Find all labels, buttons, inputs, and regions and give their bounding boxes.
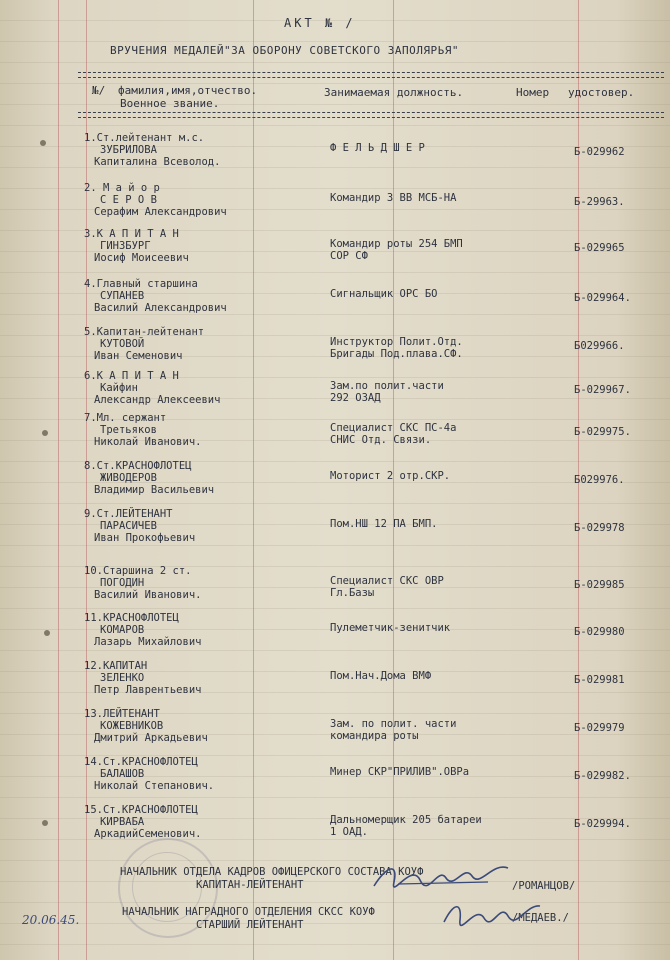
awardee-position: Минер СКР"ПРИЛИВ".ОВРа <box>330 766 470 778</box>
awardee-surname: КУТОВОЙ <box>100 338 145 350</box>
awardee-surname: КОМАРОВ <box>100 624 145 636</box>
binding-hole <box>40 140 46 146</box>
awardee-position: Зам.по полит.части <box>330 380 444 392</box>
awardee-position: Сигнальщик ОРС БО <box>330 288 438 300</box>
certificate-number: Б-029981 <box>574 674 625 686</box>
awardee-position: СОР СФ <box>330 250 368 262</box>
awardee-given-names: Петр Лаврентьевич <box>94 684 202 696</box>
signatory-2-name: /МЕДАЕВ./ <box>512 912 569 924</box>
awardee-position: Зам. по полит. части <box>330 718 457 730</box>
awardee-rank: 4.Главный старшина <box>84 278 198 290</box>
col-num: №/ <box>92 84 106 97</box>
awardee-position: Специалист СКС ОВР <box>330 575 444 587</box>
awardee-given-names: Иосиф Моисеевич <box>94 252 189 264</box>
awardee-rank: 3.К А П И Т А Н <box>84 228 179 240</box>
awardee-position: 292 ОЗАД <box>330 392 381 404</box>
signature-medaev <box>440 896 550 932</box>
awardee-surname: Третьяков <box>100 424 157 436</box>
awardee-rank: 6.К А П И Т А Н <box>84 370 179 382</box>
signatory-2-title: НАЧАЛЬНИК НАГРАДНОГО ОТДЕЛЕНИЯ СКСС КОУФ <box>122 906 375 918</box>
certificate-number: Б-029985 <box>574 579 625 591</box>
signatory-1-title: НАЧАЛЬНИК ОТДЕЛА КАДРОВ ОФИЦЕРСКОГО СОСТАВА КОУФ <box>120 866 424 878</box>
binding-hole <box>42 430 48 436</box>
awardee-given-names: АркадийСеменович. <box>94 828 202 840</box>
document-subtitle: ВРУЧЕНИЯ МЕДАЛЕЙ"ЗА ОБОРОНУ СОВЕТСКОГО ЗАПОЛЯРЬЯ" <box>110 44 460 57</box>
awardee-given-names: Капиталина Всеволод. <box>94 156 221 168</box>
awardee-rank: 15.Ст.КРАСНОФЛОТЕЦ <box>84 804 198 816</box>
document-title: АКТ № / <box>284 16 356 30</box>
awardee-rank: 11.КРАСНОФЛОТЕЦ <box>84 612 179 624</box>
awardee-surname: ЗУБРИЛОВА <box>100 144 157 156</box>
col-name: фамилия,имя,отчество. <box>118 84 258 97</box>
signatory-2-rank: СТАРШИЙ ЛЕЙТЕНАНТ <box>196 919 304 931</box>
certificate-number: Б029976. <box>574 474 625 486</box>
awardee-position: 1 ОАД. <box>330 826 368 838</box>
signature-romantsov <box>368 856 518 896</box>
awardee-rank: 9.Ст.ЛЕЙТЕНАНТ <box>84 508 173 520</box>
awardee-rank: 2. М а й о р <box>84 182 160 194</box>
signatory-1-rank: КАПИТАН-ЛЕЙТЕНАНТ <box>196 879 304 891</box>
awardee-position: СНИС Отд. Связи. <box>330 434 432 446</box>
awardee-position: Бригады Под.плава.СФ. <box>330 348 463 360</box>
awardee-given-names: Николай Иванович. <box>94 436 202 448</box>
certificate-number: Б029966. <box>574 340 625 352</box>
certificate-number: Б-029965 <box>574 242 625 254</box>
certificate-number: Б-29963. <box>574 196 625 208</box>
awardee-given-names: Василий Александрович <box>94 302 227 314</box>
col-cert: удостовер. <box>568 86 635 99</box>
certificate-number: Б-029964. <box>574 292 631 304</box>
awardee-rank: 12.КАПИТАН <box>84 660 148 672</box>
awardee-rank: 13.ЛЕЙТЕНАНТ <box>84 708 160 720</box>
awardee-surname: ПОГОДИН <box>100 577 145 589</box>
awardee-surname: СУПАНЕВ <box>100 290 145 302</box>
awardee-position: Пулеметчик-зенитчик <box>330 622 451 634</box>
certificate-number: Б-029975. <box>574 426 631 438</box>
awardee-surname: КОЖЕВНИКОВ <box>100 720 164 732</box>
awardee-position: Пом.НШ 12 ПА БМП. <box>330 518 438 530</box>
col-number: Номер <box>516 86 550 99</box>
awardee-position: Гл.Базы <box>330 587 375 599</box>
awardee-position: Командир 3 ВВ МСБ-НА <box>330 192 457 204</box>
awardee-surname: ПАРАСИЧЕВ <box>100 520 157 532</box>
awardee-surname: ЖИВОДЕРОВ <box>100 472 157 484</box>
awardee-given-names: Лазарь Михайлович <box>94 636 202 648</box>
awardee-rank: 8.Ст.КРАСНОФЛОТЕЦ <box>84 460 192 472</box>
awardee-position: Пом.Нач.Дома ВМФ <box>330 670 432 682</box>
awardee-rank: 5.Капитан-лейтенант <box>84 326 205 338</box>
awardee-position: Инструктор Полит.Отд. <box>330 336 463 348</box>
header-rule-top <box>78 72 664 78</box>
awardee-rank: 1.Ст.лейтенант м.с. <box>84 132 205 144</box>
binding-hole <box>44 630 50 636</box>
awardee-given-names: Василий Иванович. <box>94 589 202 601</box>
awardee-position: Дальномерщик 205 батареи <box>330 814 482 826</box>
ruling-line <box>253 0 254 960</box>
awardee-given-names: Владимир Васильевич <box>94 484 215 496</box>
awardee-surname: КИРВАБА <box>100 816 145 828</box>
certificate-number: Б-029962 <box>574 146 625 158</box>
awardee-surname: ЗЕЛЕНКО <box>100 672 145 684</box>
awardee-position: Моторист 2 отр.СКР. <box>330 470 451 482</box>
handwritten-date: 20.06.45. <box>22 913 80 927</box>
awardee-rank: 14.Ст.КРАСНОФЛОТЕЦ <box>84 756 198 768</box>
awardee-position: Ф Е Л Ь Д Ш Е Р <box>330 142 425 154</box>
binding-hole <box>42 820 48 826</box>
awardee-surname: ГИНЗБУРГ <box>100 240 151 252</box>
header-rule-bottom <box>78 112 664 118</box>
awardee-position: Специалист СКС ПС-4а <box>330 422 457 434</box>
awardee-given-names: Иван Семенович <box>94 350 183 362</box>
col-position: Занимаемая должность. <box>324 86 464 99</box>
awardee-given-names: Серафим Александрович <box>94 206 227 218</box>
certificate-number: Б-029967. <box>574 384 631 396</box>
margin-line <box>58 0 59 960</box>
awardee-given-names: Дмитрий Аркадьевич <box>94 732 208 744</box>
certificate-number: Б-029980 <box>574 626 625 638</box>
certificate-number: Б-029979 <box>574 722 625 734</box>
certificate-number: Б-029994. <box>574 818 631 830</box>
awardee-position: командира роты <box>330 730 419 742</box>
awardee-surname: Кайфин <box>100 382 138 394</box>
awardee-surname: БАЛАШОВ <box>100 768 145 780</box>
awardee-given-names: Александр Алексеевич <box>94 394 221 406</box>
awardee-rank: 7.Мл. сержант <box>84 412 167 424</box>
awardee-given-names: Николай Степанович. <box>94 780 215 792</box>
awardee-given-names: Иван Прокофьевич <box>94 532 196 544</box>
col-rank: Военное звание. <box>120 97 220 110</box>
awardee-position: Командир роты 254 БМП <box>330 238 463 250</box>
certificate-number: Б-029978 <box>574 522 625 534</box>
awardee-surname: С Е Р О В <box>100 194 157 206</box>
awardee-rank: 10.Старшина 2 ст. <box>84 565 192 577</box>
certificate-number: Б-029982. <box>574 770 631 782</box>
signatory-1-name: /РОМАНЦОВ/ <box>512 880 576 892</box>
